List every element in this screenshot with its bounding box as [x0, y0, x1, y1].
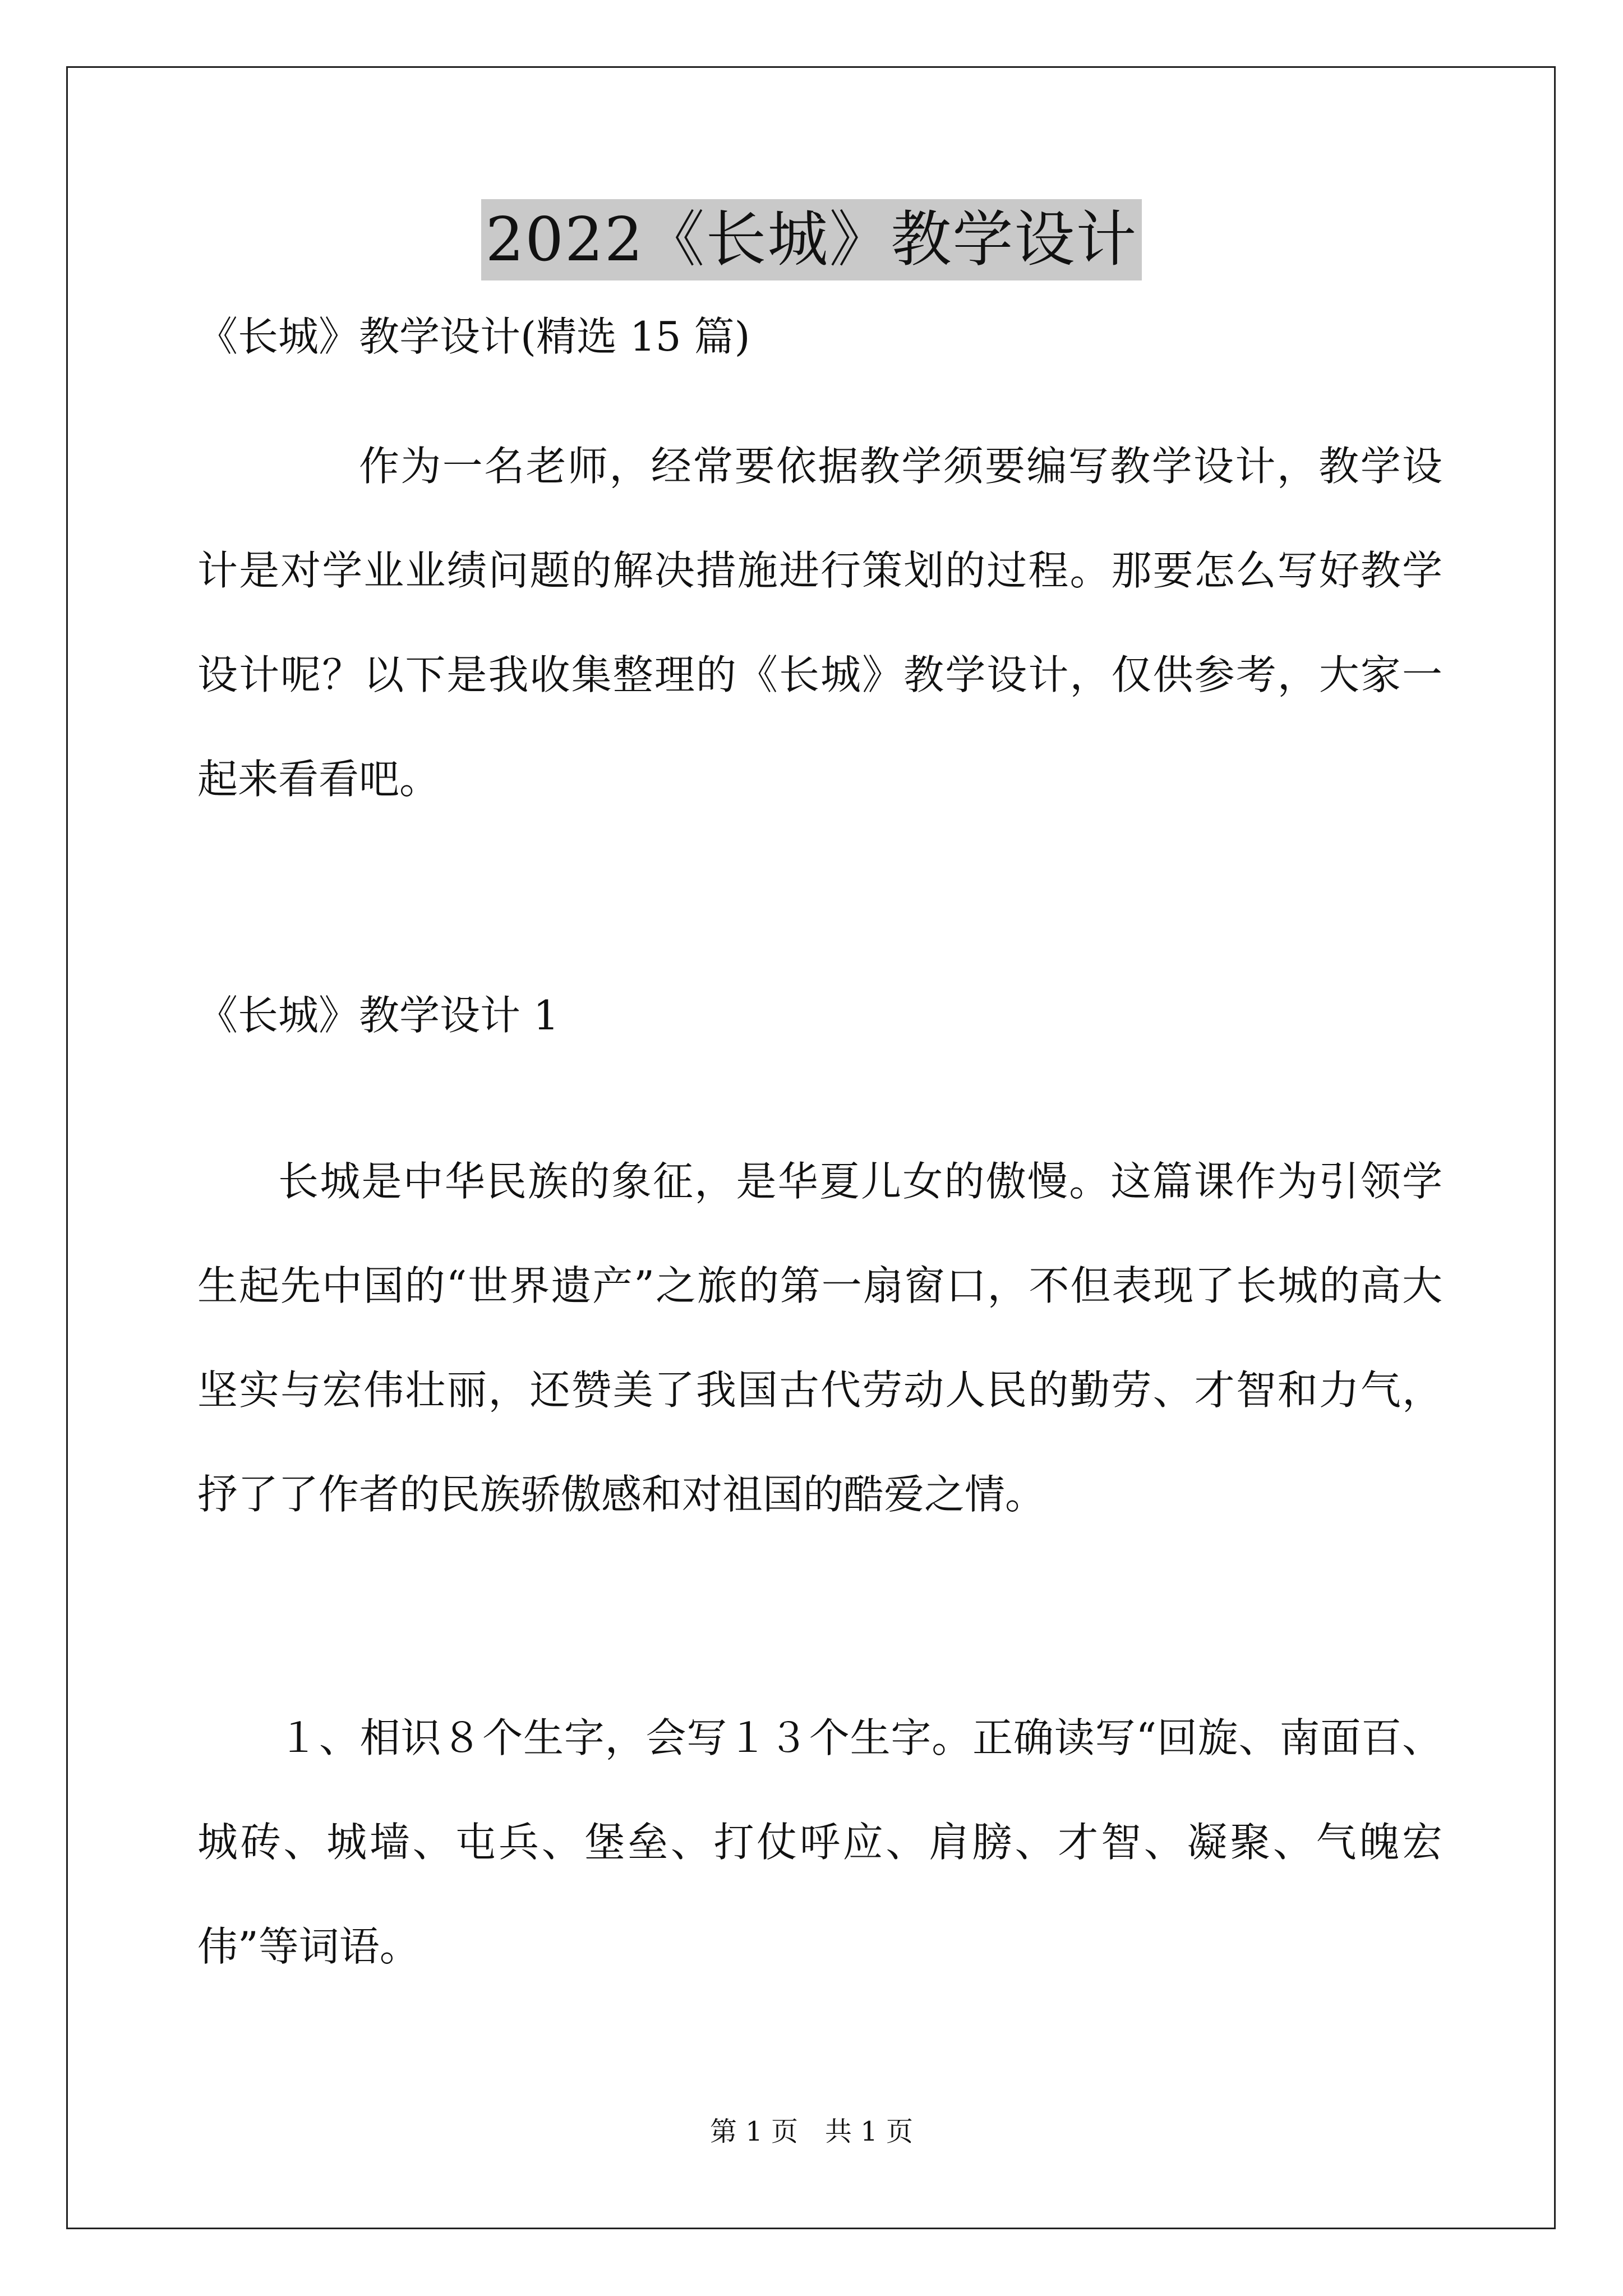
document-title: 2022《长城》教学设计 — [481, 199, 1142, 280]
intro-paragraph: 作为一名老师，经常要依据教学须要编写教学设计，教学设计是对学业业绩问题的解决措施进行策划的过程。那要怎么写好教学设计呢？以下是我收集整理的《长城》教学设计，仅供参考，大家一起来看看吧。 — [197, 443, 1442, 803]
document-subtitle: 《长城》教学设计(精选 15 篇) — [197, 313, 750, 360]
title-container — [0, 199, 1623, 280]
section-heading: 《长城》教学设计 1 — [197, 992, 559, 1039]
body-paragraph-1: 长城是中华民族的象征，是华夏儿女的傲慢。这篇课作为引领学生起先中国的“世界遗产”之旅的第一扇窗口，不但表现了长城的高大坚实与宏伟壮丽，还赞美了我国古代劳动人民的勤劳、才智和力气，抒了了作者的民族骄傲感和对祖国的酷爱之情。 — [197, 1158, 1442, 1518]
body-paragraph-2: １、相识８个生字，会写１３个生字。正确读写“回旋、南面百、城砖、城墙、屯兵、堡垒、打仗呼应、肩膀、才智、凝聚、气魄宏伟”等词语。 — [197, 1714, 1442, 1970]
page-footer: 第 1 页 共 1 页 — [709, 2116, 914, 2147]
